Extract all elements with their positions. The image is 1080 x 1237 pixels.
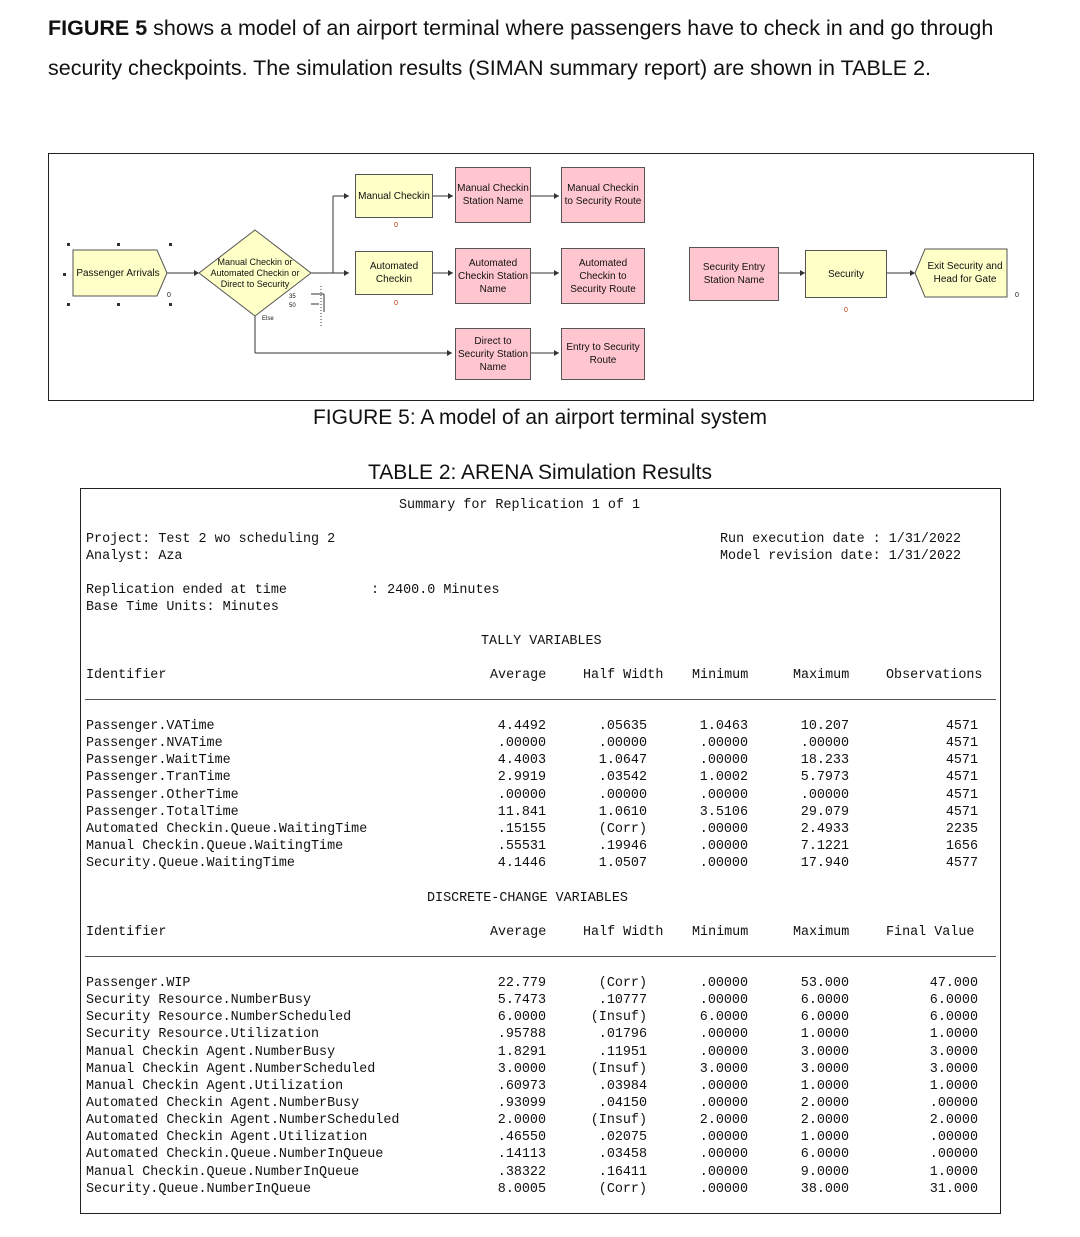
tally-value: 4571 — [945, 736, 978, 752]
arena-model-diagram — [48, 153, 1034, 401]
replication-time: : 2400.0 Minutes — [371, 583, 500, 598]
percent-label-35: 35 — [289, 294, 296, 300]
dc-row — [86, 993, 996, 1010]
dc-value: 2.0000 — [800, 1095, 849, 1111]
dc-identifier: Security.Queue.NumberInQueue — [86, 1181, 311, 1197]
dc-col-header: Final Value — [886, 925, 975, 940]
dc-col-header: Identifier — [86, 925, 167, 940]
dc-value: .00000 — [699, 1181, 748, 1197]
security-process: Security — [805, 250, 887, 298]
dc-value: (Insuf) — [590, 1061, 647, 1077]
tally-row — [86, 822, 996, 839]
tally-header — [86, 668, 996, 685]
dc-value: .14113 — [497, 1147, 546, 1163]
automated-checkin-route: Automated Checkin to Security Route — [561, 248, 645, 304]
dc-value: .93099 — [497, 1095, 546, 1111]
else-label: Else — [262, 316, 274, 322]
dc-value: .00000 — [929, 1095, 978, 1111]
automated-checkin-station: Automated Checkin Station Name — [455, 248, 531, 304]
tally-row — [86, 753, 996, 770]
tally-value: (Corr) — [598, 821, 647, 837]
dc-value: 1.0000 — [929, 1164, 978, 1180]
dc-value: .03984 — [598, 1078, 647, 1094]
tally-row — [86, 839, 996, 856]
dc-row — [86, 1062, 996, 1079]
dc-table — [86, 976, 996, 1199]
dc-identifier: Security Resource.NumberScheduled — [86, 1010, 352, 1026]
dc-value: 38.000 — [800, 1181, 849, 1197]
tally-value: .00000 — [800, 787, 849, 803]
tally-value: 4.4492 — [497, 719, 546, 734]
dc-value: .03458 — [598, 1147, 647, 1163]
dc-row — [86, 1045, 996, 1062]
dc-value: .00000 — [699, 1078, 748, 1094]
tally-value: .00000 — [699, 856, 748, 872]
tally-value: 10.207 — [800, 719, 849, 734]
dc-value: 9.0000 — [800, 1164, 849, 1180]
dc-value: 3.0000 — [699, 1061, 748, 1077]
dc-row — [86, 976, 996, 993]
dc-value: 1.8291 — [497, 1044, 546, 1060]
replication-ended: Replication ended at time — [86, 583, 287, 598]
tally-value: 4571 — [945, 753, 978, 769]
base-time-units: Base Time Units: Minutes — [86, 600, 279, 615]
tally-identifier: Passenger.TotalTime — [86, 804, 239, 820]
dc-value: .00000 — [699, 1027, 748, 1043]
dc-value: .00000 — [699, 1164, 748, 1180]
tally-identifier: Security.Queue.WaitingTime — [86, 856, 295, 872]
dc-value: 6.0000 — [699, 1010, 748, 1026]
tally-col-header: Half Width — [583, 668, 664, 683]
tally-value: 11.841 — [497, 804, 546, 820]
dc-value: 5.7473 — [497, 993, 546, 1009]
tally-identifier: Passenger.WaitTime — [86, 753, 231, 769]
tally-value: 4.1446 — [497, 856, 546, 872]
tally-value: 1.0610 — [598, 804, 647, 820]
dc-value: .16411 — [598, 1164, 647, 1180]
dc-value: 8.0005 — [497, 1181, 546, 1197]
tally-value: 17.940 — [800, 856, 849, 872]
manual-checkin-route: Manual Checkin to Security Route — [561, 167, 645, 223]
manual-checkin-station: Manual Checkin Station Name — [455, 167, 531, 223]
dc-value: 6.0000 — [929, 1010, 978, 1026]
tally-value: .19946 — [598, 838, 647, 854]
exit-security-module: Exit Security and Head for Gate — [927, 261, 1003, 285]
tally-row — [86, 770, 996, 787]
dc-header — [86, 925, 996, 942]
percent-label-50: 50 — [289, 303, 296, 309]
dc-value: (Corr) — [598, 1181, 647, 1197]
tally-value: 4577 — [945, 856, 978, 872]
arrivals-counter: 0 — [167, 292, 171, 299]
table-caption: TABLE 2: ARENA Simulation Results — [368, 461, 712, 484]
dc-row — [86, 1165, 996, 1182]
model-date: Model revision date: 1/31/2022 — [720, 549, 962, 564]
dc-value: 3.0000 — [800, 1044, 849, 1060]
dc-identifier: Manual Checkin Agent.NumberBusy — [86, 1044, 336, 1060]
tally-value: 18.233 — [800, 753, 849, 769]
dc-value: 2.0000 — [699, 1113, 748, 1129]
direct-security-station: Direct to Security Station Name — [455, 328, 531, 380]
dc-value: 47.000 — [929, 976, 978, 991]
tally-header-row — [86, 668, 996, 685]
dc-col-header: Average — [490, 925, 547, 940]
dc-value: 1.0000 — [800, 1130, 849, 1146]
dc-identifier: Automated Checkin.Queue.NumberInQueue — [86, 1147, 384, 1163]
dc-value: 3.0000 — [800, 1061, 849, 1077]
automated-counter: 0 — [394, 300, 398, 307]
dc-value: 2.0000 — [497, 1113, 546, 1129]
dc-value: .95788 — [497, 1027, 546, 1043]
tally-value: .00000 — [598, 787, 647, 803]
dc-value: 6.0000 — [497, 1010, 546, 1026]
tally-value: .15155 — [497, 821, 546, 837]
tally-value: 1.0507 — [598, 856, 647, 872]
dc-value: .00000 — [929, 1147, 978, 1163]
dc-value: .00000 — [699, 976, 748, 991]
dc-identifier: Automated Checkin Agent.NumberBusy — [86, 1095, 360, 1111]
automated-checkin-process: Automated Checkin — [355, 251, 433, 295]
dc-value: 1.0000 — [929, 1027, 978, 1043]
dc-value: .00000 — [699, 1147, 748, 1163]
tally-identifier: Manual Checkin.Queue.WaitingTime — [86, 838, 344, 854]
tally-value: .00000 — [598, 736, 647, 752]
figure-reference: FIGURE 5 — [48, 16, 148, 40]
dc-divider — [85, 956, 996, 957]
tally-value: 1.0463 — [699, 719, 748, 734]
dc-value: .00000 — [929, 1130, 978, 1146]
dc-value: 6.0000 — [929, 993, 978, 1009]
dc-value: 3.0000 — [497, 1061, 546, 1077]
project-line: Project: Test 2 wo scheduling 2 — [86, 532, 336, 547]
intro-text: shows a model of an airport terminal where passengers have to check in and go through security checkpoints. The simulation results (SIMAN summary report) are shown in TABLE 2. — [48, 16, 994, 80]
tally-value: .00000 — [699, 736, 748, 752]
dc-identifier: Passenger.WIP — [86, 976, 191, 991]
dc-value: 3.0000 — [929, 1044, 978, 1060]
dc-value: 2.0000 — [929, 1113, 978, 1129]
intro-paragraph — [48, 8, 1028, 88]
tally-row — [86, 856, 996, 873]
manual-counter: 0 — [394, 222, 398, 229]
tally-value: 4.4003 — [497, 753, 546, 769]
tally-table — [86, 719, 996, 873]
tally-identifier: Passenger.NVATime — [86, 736, 223, 752]
analyst-line: Analyst: Aza — [86, 549, 183, 564]
dc-value: .46550 — [497, 1130, 546, 1146]
dc-value: 6.0000 — [800, 1010, 849, 1026]
dc-value: .02075 — [598, 1130, 647, 1146]
dc-value: .00000 — [699, 993, 748, 1009]
passenger-arrivals-module: Passenger Arrivals — [76, 267, 160, 279]
tally-value: 1.0002 — [699, 770, 748, 786]
dc-row — [86, 1113, 996, 1130]
dc-value: .38322 — [497, 1164, 546, 1180]
figure-caption: FIGURE 5: A model of an airport terminal system — [312, 406, 767, 429]
dc-value: .10777 — [598, 993, 647, 1009]
manual-checkin-process: Manual Checkin — [355, 174, 433, 218]
dc-col-header: Minimum — [692, 925, 749, 940]
dc-identifier: Manual Checkin Agent.Utilization — [86, 1078, 344, 1094]
dc-value: 31.000 — [929, 1181, 978, 1197]
tally-row — [86, 788, 996, 805]
tally-value: .03542 — [598, 770, 647, 786]
tally-value: .00000 — [699, 821, 748, 837]
dc-value: 2.0000 — [800, 1113, 849, 1129]
dc-value: 6.0000 — [800, 993, 849, 1009]
dc-value: .00000 — [699, 1130, 748, 1146]
dc-row — [86, 1182, 996, 1199]
tally-value: 3.5106 — [699, 804, 748, 820]
dc-header-row — [86, 925, 996, 942]
dc-row — [86, 1079, 996, 1096]
siman-summary-report — [80, 488, 1001, 1214]
tally-identifier: Passenger.TranTime — [86, 770, 231, 786]
dc-identifier: Security Resource.NumberBusy — [86, 993, 311, 1009]
entry-security-route: Entry to Security Route — [561, 328, 645, 380]
tally-value: 7.1221 — [800, 838, 849, 854]
tally-identifier: Automated Checkin.Queue.WaitingTime — [86, 821, 368, 837]
tally-value: 4571 — [945, 770, 978, 786]
tally-row — [86, 805, 996, 822]
run-date: Run execution date : 1/31/2022 — [720, 532, 962, 547]
dc-row — [86, 1130, 996, 1147]
dc-row — [86, 1027, 996, 1044]
tally-col-header: Maximum — [793, 668, 850, 683]
security-counter: 0 — [844, 307, 848, 314]
dc-value: 3.0000 — [929, 1061, 978, 1077]
tally-col-header: Minimum — [692, 668, 749, 683]
dc-row — [86, 1147, 996, 1164]
tally-value: .00000 — [800, 736, 849, 752]
dc-value: .60973 — [497, 1078, 546, 1094]
dc-row — [86, 1096, 996, 1113]
dc-value: (Insuf) — [590, 1010, 647, 1026]
dc-value: 22.779 — [497, 976, 546, 991]
dc-value: 1.0000 — [929, 1078, 978, 1094]
tally-col-header: Observations — [886, 668, 983, 683]
dc-row — [86, 1010, 996, 1027]
tally-title: TALLY VARIABLES — [481, 634, 602, 649]
dc-col-header: Half Width — [583, 925, 664, 940]
discrete-change-title: DISCRETE-CHANGE VARIABLES — [427, 891, 628, 906]
dc-value: 1.0000 — [800, 1027, 849, 1043]
dc-value: .00000 — [699, 1044, 748, 1060]
dc-value: .00000 — [699, 1095, 748, 1111]
security-entry-station: Security Entry Station Name — [689, 247, 779, 301]
tally-row — [86, 736, 996, 753]
dc-identifier: Security Resource.Utilization — [86, 1027, 320, 1043]
dc-value: (Corr) — [598, 976, 647, 991]
tally-value: 1656 — [945, 838, 978, 854]
tally-value: .00000 — [699, 787, 748, 803]
tally-value: 2235 — [945, 821, 978, 837]
dc-value: (Insuf) — [590, 1113, 647, 1129]
dc-col-header: Maximum — [793, 925, 850, 940]
tally-identifier: Passenger.OtherTime — [86, 787, 239, 803]
tally-value: 2.9919 — [497, 770, 546, 786]
dc-identifier: Automated Checkin Agent.NumberScheduled — [86, 1113, 400, 1129]
tally-value: .00000 — [699, 753, 748, 769]
dc-identifier: Manual Checkin Agent.NumberScheduled — [86, 1061, 376, 1077]
dc-value: .04150 — [598, 1095, 647, 1111]
dc-identifier: Automated Checkin Agent.Utilization — [86, 1130, 368, 1146]
summary-title: Summary for Replication 1 of 1 — [399, 498, 641, 513]
tally-row — [86, 719, 996, 736]
tally-value: .00000 — [497, 736, 546, 752]
dc-value: 53.000 — [800, 976, 849, 991]
decide-module: Manual Checkin or Automated Checkin or Direct to Security — [210, 256, 300, 289]
dc-value: 1.0000 — [800, 1078, 849, 1094]
dc-value: 6.0000 — [800, 1147, 849, 1163]
dc-identifier: Manual Checkin.Queue.NumberInQueue — [86, 1164, 360, 1180]
tally-value: 4571 — [945, 787, 978, 803]
tally-value: .05635 — [598, 719, 647, 734]
tally-value: .55531 — [497, 838, 546, 854]
tally-value: .00000 — [699, 838, 748, 854]
tally-col-header: Identifier — [86, 668, 167, 683]
tally-value: 4571 — [945, 719, 978, 734]
dc-value: .11951 — [598, 1044, 647, 1060]
tally-col-header: Average — [490, 668, 547, 683]
tally-value: 2.4933 — [800, 821, 849, 837]
tally-identifier: Passenger.VATime — [86, 719, 215, 734]
connector-lines — [49, 154, 1035, 402]
tally-value: .00000 — [497, 787, 546, 803]
exit-counter: 0 — [1015, 292, 1019, 299]
tally-value: 4571 — [945, 804, 978, 820]
tally-value: 29.079 — [800, 804, 849, 820]
dc-value: .01796 — [598, 1027, 647, 1043]
tally-divider — [85, 699, 996, 700]
tally-value: 5.7973 — [800, 770, 849, 786]
tally-value: 1.0647 — [598, 753, 647, 769]
